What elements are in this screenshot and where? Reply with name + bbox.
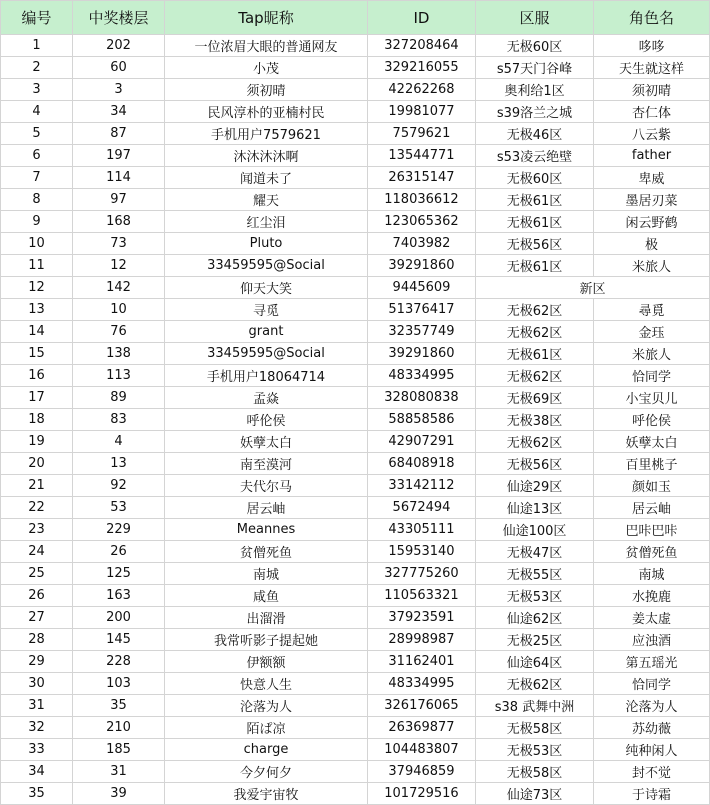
cell-character-name: 妖孽太白: [594, 431, 710, 453]
table-row: [1, 497, 710, 519]
cell-floor: 113: [73, 365, 165, 387]
table-row: [1, 189, 710, 211]
cell-number: 34: [1, 761, 73, 783]
cell-id: 48334995: [368, 365, 476, 387]
table-row: [1, 277, 710, 299]
cell-floor: 210: [73, 717, 165, 739]
cell-tap-nickname: 南城: [165, 563, 368, 585]
cell-floor: 53: [73, 497, 165, 519]
cell-id: 101729516: [368, 783, 476, 805]
cell-number: 3: [1, 79, 73, 101]
table-row: [1, 233, 710, 255]
cell-number: 17: [1, 387, 73, 409]
cell-character-name: 第五瑶光: [594, 651, 710, 673]
cell-floor: 228: [73, 651, 165, 673]
cell-number: 6: [1, 145, 73, 167]
table-row: [1, 299, 710, 321]
cell-number: 11: [1, 255, 73, 277]
cell-id: 26369877: [368, 717, 476, 739]
cell-character-name: 呼伦侯: [594, 409, 710, 431]
cell-floor: 10: [73, 299, 165, 321]
cell-floor: 4: [73, 431, 165, 453]
cell-number: 9: [1, 211, 73, 233]
cell-character-name: 应浊酒: [594, 629, 710, 651]
table-row: [1, 629, 710, 651]
cell-tap-nickname: grant: [165, 321, 368, 343]
table-row: [1, 453, 710, 475]
cell-floor: 31: [73, 761, 165, 783]
cell-server: 无极25区: [476, 629, 594, 651]
table-row: [1, 167, 710, 189]
cell-number: 16: [1, 365, 73, 387]
cell-tap-nickname: 仰天大笑: [165, 277, 368, 299]
cell-server: 无极62区: [476, 673, 594, 695]
cell-tap-nickname: Meannes: [165, 519, 368, 541]
cell-character-name: 小宝贝儿: [594, 387, 710, 409]
cell-id: 43305111: [368, 519, 476, 541]
cell-number: 27: [1, 607, 73, 629]
header-cell-number: 编号: [1, 1, 73, 35]
cell-id: 28998987: [368, 629, 476, 651]
cell-character-name: 居云岫: [594, 497, 710, 519]
cell-number: 8: [1, 189, 73, 211]
table-row: [1, 145, 710, 167]
cell-id: 37946859: [368, 761, 476, 783]
header-cell-floor: 中奖楼层: [73, 1, 165, 35]
cell-character-name: 卑威: [594, 167, 710, 189]
cell-character-name: 纯种闲人: [594, 739, 710, 761]
cell-server: 无极56区: [476, 233, 594, 255]
cell-character-name: 尋覓: [594, 299, 710, 321]
cell-number: 10: [1, 233, 73, 255]
cell-number: 12: [1, 277, 73, 299]
header-cell-id: ID: [368, 1, 476, 35]
cell-server: 无极60区: [476, 167, 594, 189]
table-row: [1, 365, 710, 387]
cell-character-name: 八云紫: [594, 123, 710, 145]
cell-floor: 168: [73, 211, 165, 233]
cell-character-name: father: [594, 145, 710, 167]
cell-floor: 60: [73, 57, 165, 79]
cell-character-name: 姜太虚: [594, 607, 710, 629]
header-cell-tap-nickname: Tap昵称: [165, 1, 368, 35]
cell-tap-nickname: 南至漠河: [165, 453, 368, 475]
cell-number: 31: [1, 695, 73, 717]
cell-tap-nickname: 居云岫: [165, 497, 368, 519]
cell-tap-nickname: 快意人生: [165, 673, 368, 695]
cell-server: 无极55区: [476, 563, 594, 585]
cell-id: 15953140: [368, 541, 476, 563]
cell-number: 25: [1, 563, 73, 585]
table-row: [1, 211, 710, 233]
cell-number: 21: [1, 475, 73, 497]
cell-server: 无极61区: [476, 189, 594, 211]
cell-tap-nickname: 贫僧死鱼: [165, 541, 368, 563]
cell-floor: 103: [73, 673, 165, 695]
cell-id: 110563321: [368, 585, 476, 607]
cell-number: 14: [1, 321, 73, 343]
cell-floor: 197: [73, 145, 165, 167]
header-cell-character-name: 角色名: [594, 1, 710, 35]
cell-character-name: 于诗霜: [594, 783, 710, 805]
cell-server: 仙途62区: [476, 607, 594, 629]
cell-id: 31162401: [368, 651, 476, 673]
cell-tap-nickname: 出溜滑: [165, 607, 368, 629]
cell-number: 24: [1, 541, 73, 563]
table-row: [1, 717, 710, 739]
cell-tap-nickname: 咸鱼: [165, 585, 368, 607]
cell-number: 30: [1, 673, 73, 695]
cell-id: 32357749: [368, 321, 476, 343]
cell-server: 仙途29区: [476, 475, 594, 497]
cell-number: 23: [1, 519, 73, 541]
cell-server: 无极58区: [476, 717, 594, 739]
table-row: [1, 387, 710, 409]
cell-tap-nickname: 手机用户7579621: [165, 123, 368, 145]
cell-server: s39洛兰之城: [476, 101, 594, 123]
cell-number: 35: [1, 783, 73, 805]
cell-id: 39291860: [368, 343, 476, 365]
table-body: [1, 35, 710, 805]
table-row: [1, 783, 710, 805]
cell-number: 15: [1, 343, 73, 365]
cell-tap-nickname: 沦落为人: [165, 695, 368, 717]
cell-id: 13544771: [368, 145, 476, 167]
cell-server: 无极61区: [476, 343, 594, 365]
cell-id: 329216055: [368, 57, 476, 79]
cell-character-name: 沦落为人: [594, 695, 710, 717]
cell-server: 仙途13区: [476, 497, 594, 519]
cell-server: 无极61区: [476, 211, 594, 233]
cell-server: 无极69区: [476, 387, 594, 409]
cell-number: 20: [1, 453, 73, 475]
cell-floor: 125: [73, 563, 165, 585]
table-row: [1, 585, 710, 607]
cell-id: 7403982: [368, 233, 476, 255]
cell-tap-nickname: 寻觅: [165, 299, 368, 321]
cell-tap-nickname: 妖孽太白: [165, 431, 368, 453]
cell-character-name: 极: [594, 233, 710, 255]
cell-server: 无极58区: [476, 761, 594, 783]
cell-server: s57天门谷峰: [476, 57, 594, 79]
cell-character-name: 巴咔巴咔: [594, 519, 710, 541]
table-row: [1, 79, 710, 101]
table-row: [1, 563, 710, 585]
cell-floor: 35: [73, 695, 165, 717]
cell-character-name: 闲云野鹤: [594, 211, 710, 233]
cell-floor: 142: [73, 277, 165, 299]
cell-tap-nickname: 须初晴: [165, 79, 368, 101]
cell-character-name: 哆哆: [594, 35, 710, 57]
cell-server: 仙途73区: [476, 783, 594, 805]
cell-number: 5: [1, 123, 73, 145]
table-row: [1, 695, 710, 717]
cell-tap-nickname: 33459595@Social: [165, 255, 368, 277]
table-row: [1, 35, 710, 57]
table-row: [1, 123, 710, 145]
cell-tap-nickname: 小茂: [165, 57, 368, 79]
cell-id: 37923591: [368, 607, 476, 629]
cell-tap-nickname: 伊额额: [165, 651, 368, 673]
header-cell-server: 区服: [476, 1, 594, 35]
cell-server: 奥利给1区: [476, 79, 594, 101]
cell-server: 无极38区: [476, 409, 594, 431]
cell-character-name: 恰同学: [594, 365, 710, 387]
cell-id: 327208464: [368, 35, 476, 57]
cell-id: 327775260: [368, 563, 476, 585]
cell-id: 33142112: [368, 475, 476, 497]
cell-number: 2: [1, 57, 73, 79]
cell-id: 26315147: [368, 167, 476, 189]
cell-server: 仙途100区: [476, 519, 594, 541]
cell-floor: 87: [73, 123, 165, 145]
cell-character-name: 恰同学: [594, 673, 710, 695]
cell-floor: 26: [73, 541, 165, 563]
cell-tap-nickname: 呼伦侯: [165, 409, 368, 431]
cell-id: 7579621: [368, 123, 476, 145]
cell-id: 328080838: [368, 387, 476, 409]
cell-tap-nickname: 闻道未了: [165, 167, 368, 189]
cell-id: 51376417: [368, 299, 476, 321]
cell-id: 123065362: [368, 211, 476, 233]
cell-number: 18: [1, 409, 73, 431]
table-row: [1, 255, 710, 277]
cell-number: 7: [1, 167, 73, 189]
cell-character-name: 苏幼薇: [594, 717, 710, 739]
cell-server: 无极53区: [476, 739, 594, 761]
cell-floor: 97: [73, 189, 165, 211]
table-row: [1, 651, 710, 673]
cell-character-name: 墨居刃菜: [594, 189, 710, 211]
cell-floor: 12: [73, 255, 165, 277]
cell-id: 58858586: [368, 409, 476, 431]
cell-floor: 202: [73, 35, 165, 57]
cell-floor: 229: [73, 519, 165, 541]
cell-tap-nickname: 33459595@Social: [165, 343, 368, 365]
cell-character-name: 金珏: [594, 321, 710, 343]
cell-tap-nickname: 夫代尔马: [165, 475, 368, 497]
cell-id: 5672494: [368, 497, 476, 519]
cell-id: 39291860: [368, 255, 476, 277]
cell-character-name: 米旅人: [594, 255, 710, 277]
cell-number: 4: [1, 101, 73, 123]
cell-server: 仙途64区: [476, 651, 594, 673]
cell-server: 无极62区: [476, 365, 594, 387]
table-row: [1, 101, 710, 123]
cell-character-name: 杏仁体: [594, 101, 710, 123]
cell-tap-nickname: 今夕何夕: [165, 761, 368, 783]
cell-server-merged: 新区: [476, 277, 710, 299]
table-row: [1, 431, 710, 453]
table-row: [1, 607, 710, 629]
cell-character-name: 贫僧死鱼: [594, 541, 710, 563]
cell-character-name: 须初晴: [594, 79, 710, 101]
cell-character-name: 水挽鹿: [594, 585, 710, 607]
cell-floor: 114: [73, 167, 165, 189]
cell-id: 68408918: [368, 453, 476, 475]
cell-floor: 163: [73, 585, 165, 607]
cell-character-name: 颜如玉: [594, 475, 710, 497]
table-row: [1, 57, 710, 79]
cell-tap-nickname: charge: [165, 739, 368, 761]
cell-floor: 185: [73, 739, 165, 761]
cell-floor: 83: [73, 409, 165, 431]
cell-number: 33: [1, 739, 73, 761]
cell-floor: 3: [73, 79, 165, 101]
cell-floor: 39: [73, 783, 165, 805]
cell-tap-nickname: 红尘泪: [165, 211, 368, 233]
cell-id: 104483807: [368, 739, 476, 761]
cell-tap-nickname: 耀天: [165, 189, 368, 211]
cell-floor: 92: [73, 475, 165, 497]
cell-server: 无极61区: [476, 255, 594, 277]
cell-floor: 200: [73, 607, 165, 629]
cell-floor: 13: [73, 453, 165, 475]
cell-id: 9445609: [368, 277, 476, 299]
cell-server: 无极62区: [476, 321, 594, 343]
cell-floor: 76: [73, 321, 165, 343]
cell-number: 32: [1, 717, 73, 739]
cell-number: 13: [1, 299, 73, 321]
cell-id: 19981077: [368, 101, 476, 123]
cell-id: 42907291: [368, 431, 476, 453]
cell-number: 28: [1, 629, 73, 651]
cell-tap-nickname: 孟焱: [165, 387, 368, 409]
cell-number: 26: [1, 585, 73, 607]
table-row: [1, 321, 710, 343]
cell-floor: 34: [73, 101, 165, 123]
cell-tap-nickname: 沐沐沐沐啊: [165, 145, 368, 167]
cell-tap-nickname: Pluto: [165, 233, 368, 255]
cell-tap-nickname: 一位浓眉大眼的普通网友: [165, 35, 368, 57]
table-row: [1, 343, 710, 365]
cell-tap-nickname: 我常听影子提起她: [165, 629, 368, 651]
cell-number: 22: [1, 497, 73, 519]
cell-number: 29: [1, 651, 73, 673]
cell-floor: 138: [73, 343, 165, 365]
cell-floor: 89: [73, 387, 165, 409]
cell-id: 118036612: [368, 189, 476, 211]
cell-tap-nickname: 陌ぱ凉: [165, 717, 368, 739]
cell-server: 无极46区: [476, 123, 594, 145]
cell-id: 48334995: [368, 673, 476, 695]
table-row: [1, 519, 710, 541]
cell-character-name: 封不觉: [594, 761, 710, 783]
table-row: [1, 541, 710, 563]
cell-tap-nickname: 民风淳朴的亚楠村民: [165, 101, 368, 123]
cell-server: 无极62区: [476, 299, 594, 321]
cell-character-name: 百里桃子: [594, 453, 710, 475]
cell-character-name: 米旅人: [594, 343, 710, 365]
table-row: [1, 739, 710, 761]
cell-server: s53凌云绝壁: [476, 145, 594, 167]
cell-id: 326176065: [368, 695, 476, 717]
cell-server: 无极62区: [476, 431, 594, 453]
table-row: [1, 409, 710, 431]
header-row: [1, 1, 710, 35]
cell-server: 无极60区: [476, 35, 594, 57]
table-row: [1, 761, 710, 783]
cell-floor: 145: [73, 629, 165, 651]
table-row: [1, 673, 710, 695]
cell-number: 1: [1, 35, 73, 57]
cell-server: 无极53区: [476, 585, 594, 607]
cell-tap-nickname: 我爱宇宙牧: [165, 783, 368, 805]
cell-character-name: 天生就这样: [594, 57, 710, 79]
cell-server: s38 武舞中洲: [476, 695, 594, 717]
cell-server: 无极47区: [476, 541, 594, 563]
cell-character-name: 南城: [594, 563, 710, 585]
cell-number: 19: [1, 431, 73, 453]
cell-floor: 73: [73, 233, 165, 255]
table-row: [1, 475, 710, 497]
cell-tap-nickname: 手机用户18064714: [165, 365, 368, 387]
cell-id: 42262268: [368, 79, 476, 101]
cell-server: 无极56区: [476, 453, 594, 475]
